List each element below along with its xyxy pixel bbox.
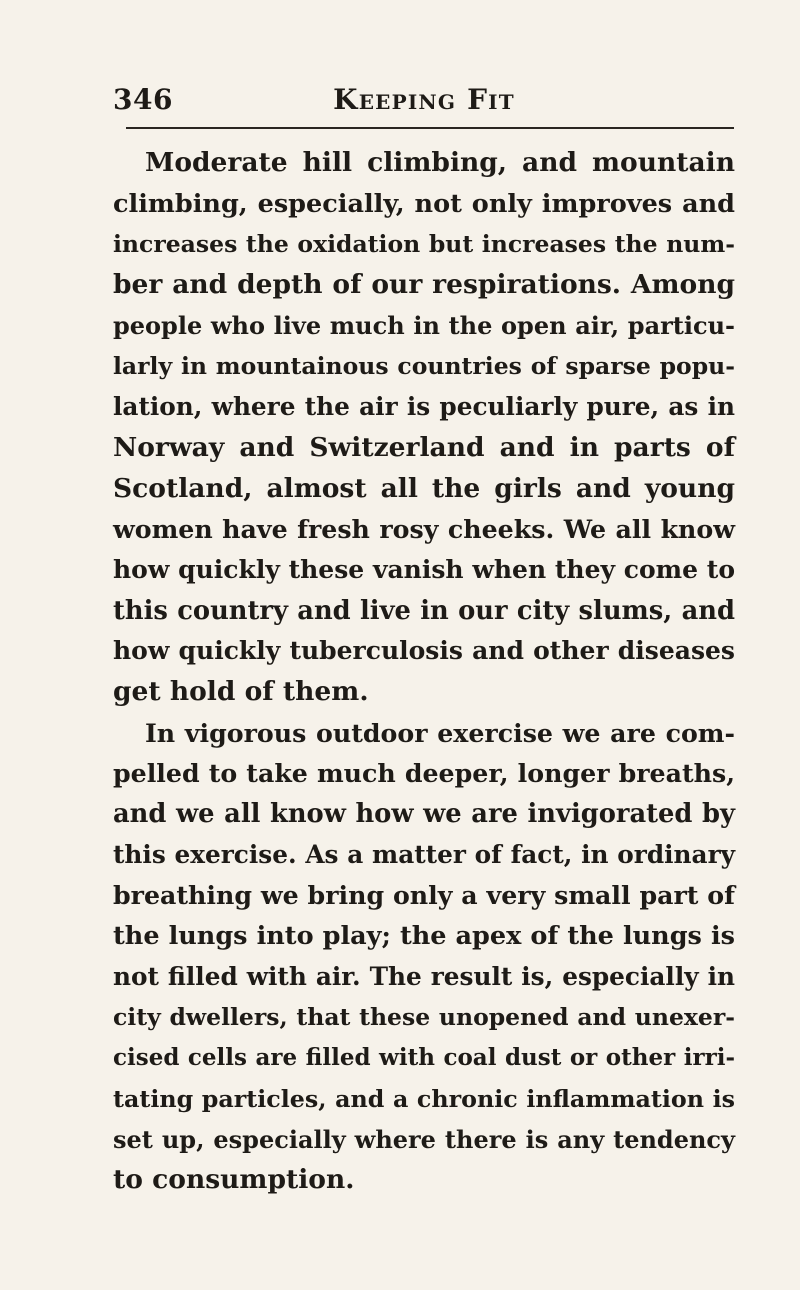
text-line: this exercise. As a matter of fact, in ordinary [113, 839, 735, 869]
text-line: city dwellers, that these unopened and unexer- [113, 1003, 735, 1032]
text-line: In vigorous outdoor exercise we are com- [145, 717, 735, 748]
text-line: tating particles, and a chronic inflammation is [113, 1084, 735, 1113]
text-line: set up, especially where there is any tendency [113, 1124, 735, 1154]
header-rule [126, 127, 734, 129]
text-line: lation, where the air is peculiarly pure, as in [113, 392, 735, 422]
text-line: climbing, especially, not only improves and [113, 188, 735, 219]
text-line: Norway and Switzerland and in parts of [113, 431, 735, 463]
text-line: how quickly tuberculosis and other diseases [113, 636, 735, 666]
text-line: this country and live in our city slums, and [113, 595, 735, 626]
body-text [113, 143, 743, 1201]
text-line: to consumption. [113, 1164, 355, 1196]
text-line: ber and depth of our respirations. Among [113, 269, 735, 301]
text-line: and we all know how we are invigorated by [113, 799, 735, 829]
text-line: increases the oxidation but increases the num- [113, 230, 735, 259]
text-line: pelled to take much deeper, longer breaths, [113, 758, 735, 789]
page-number: 346 [113, 83, 173, 116]
text-line: the lungs into play; the apex of the lungs is [113, 921, 735, 952]
text-line: cised cells are filled with coal dust or other irri- [113, 1044, 735, 1072]
text-line: women have fresh rosy cheeks. We all know [113, 514, 735, 545]
text-line: get hold of them. [113, 675, 369, 707]
text-line: Scotland, almost all the girls and young [113, 472, 735, 504]
running-head [113, 80, 735, 120]
text-line: Moderate hill climbing, and mountain [145, 147, 735, 178]
text-line: not filled with air. The result is, especially in [113, 961, 735, 991]
text-line: people who live much in the open air, particu- [113, 310, 735, 340]
running-title: Keeping Fit [333, 83, 515, 116]
text-line: breathing we bring only a very small part of [113, 880, 735, 911]
text-line: larly in mountainous countries of sparse popu- [113, 352, 735, 381]
text-line: how quickly these vanish when they come to [113, 554, 735, 584]
